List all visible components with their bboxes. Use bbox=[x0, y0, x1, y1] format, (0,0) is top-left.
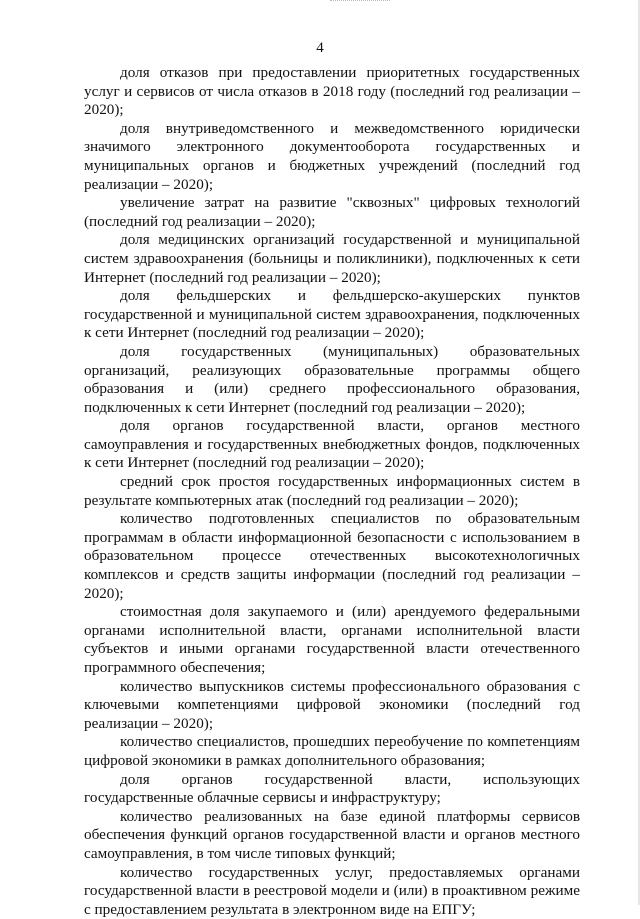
paragraph: количество реализованных на базе единой платформы сервисов обеспечения функций органов государственной власти и органов местного самоуправления, в том числе типовых функций; bbox=[84, 807, 580, 862]
paragraph: доля медицинских организаций государственной и муниципальной систем здравоохранения (больницы и поликлиники), подключенных к сети Интернет (последний год реализации – 2020); bbox=[84, 231, 580, 286]
paragraph: количество подготовленных специалистов по образовательным программам в области информационной безопасности с использованием в образовательном процессе отечественных высокотехнологичных комплексов и средств защиты информации (последний год реализации – 2020); bbox=[84, 510, 580, 602]
page-number: 4 bbox=[316, 40, 324, 56]
paragraph: доля государственных (муниципальных) образовательных организаций, реализующих образовательные программы общего образования и (или) среднего профессионального образования, подключенных к сети Интернет (последний год реализации – 2020); bbox=[84, 342, 580, 416]
paragraph: увеличение затрат на развитие "сквозных" цифровых технологий (последний год реализации – 2020); bbox=[84, 194, 580, 230]
document-body bbox=[84, 64, 580, 919]
paragraph: доля органов государственной власти, использующих государственные облачные сервисы и инфраструктуру; bbox=[84, 770, 580, 807]
paragraph: доля фельдшерских и фельдшерско-акушерских пунктов государственной и муниципальной систем здравоохранения, подключенных к сети Интернет (последний год реализации – 2020); bbox=[84, 287, 580, 342]
paragraph: доля отказов при предоставлении приоритетных государственных услуг и сервисов от числа отказов в 2018 году (последний год реализации – 2020); bbox=[84, 64, 580, 119]
paragraph: стоимостная доля закупаемого и (или) арендуемого федеральными органами исполнительной власти, органами исполнительной власти субъектов и иными органами государственной власти отечественного программного обеспечения; bbox=[84, 603, 580, 676]
paragraph: средний срок простоя государственных информационных систем в результате компьютерных атак (последний год реализации – 2020); bbox=[84, 473, 580, 509]
paragraph: количество специалистов, прошедших переобучение по компетенциям цифровой экономики в рамках дополнительного образования; bbox=[84, 733, 580, 769]
paragraph: доля органов государственной власти, органов местного самоуправления и государственных внебюджетных фондов, подключенных к сети Интернет (последний год реализации – 2020); bbox=[84, 417, 580, 472]
scan-mark bbox=[330, 0, 390, 4]
paragraph: количество выпускников системы профессионального образования с ключевыми компетенциями цифровой экономики (последний год реализации – 2020); bbox=[84, 677, 580, 732]
paragraph: количество государственных услуг, предоставляемых органами государственной власти в реестровой модели и (или) в проактивном режиме с предоставлением результата в электронном виде на ЕПГУ; bbox=[84, 863, 580, 918]
paragraph: доля внутриведомственного и межведомственного юридически значимого электронного документооборота государственных и муниципальных органов и бюджетных учреждений (последний год реализации – 2020); bbox=[84, 119, 580, 193]
